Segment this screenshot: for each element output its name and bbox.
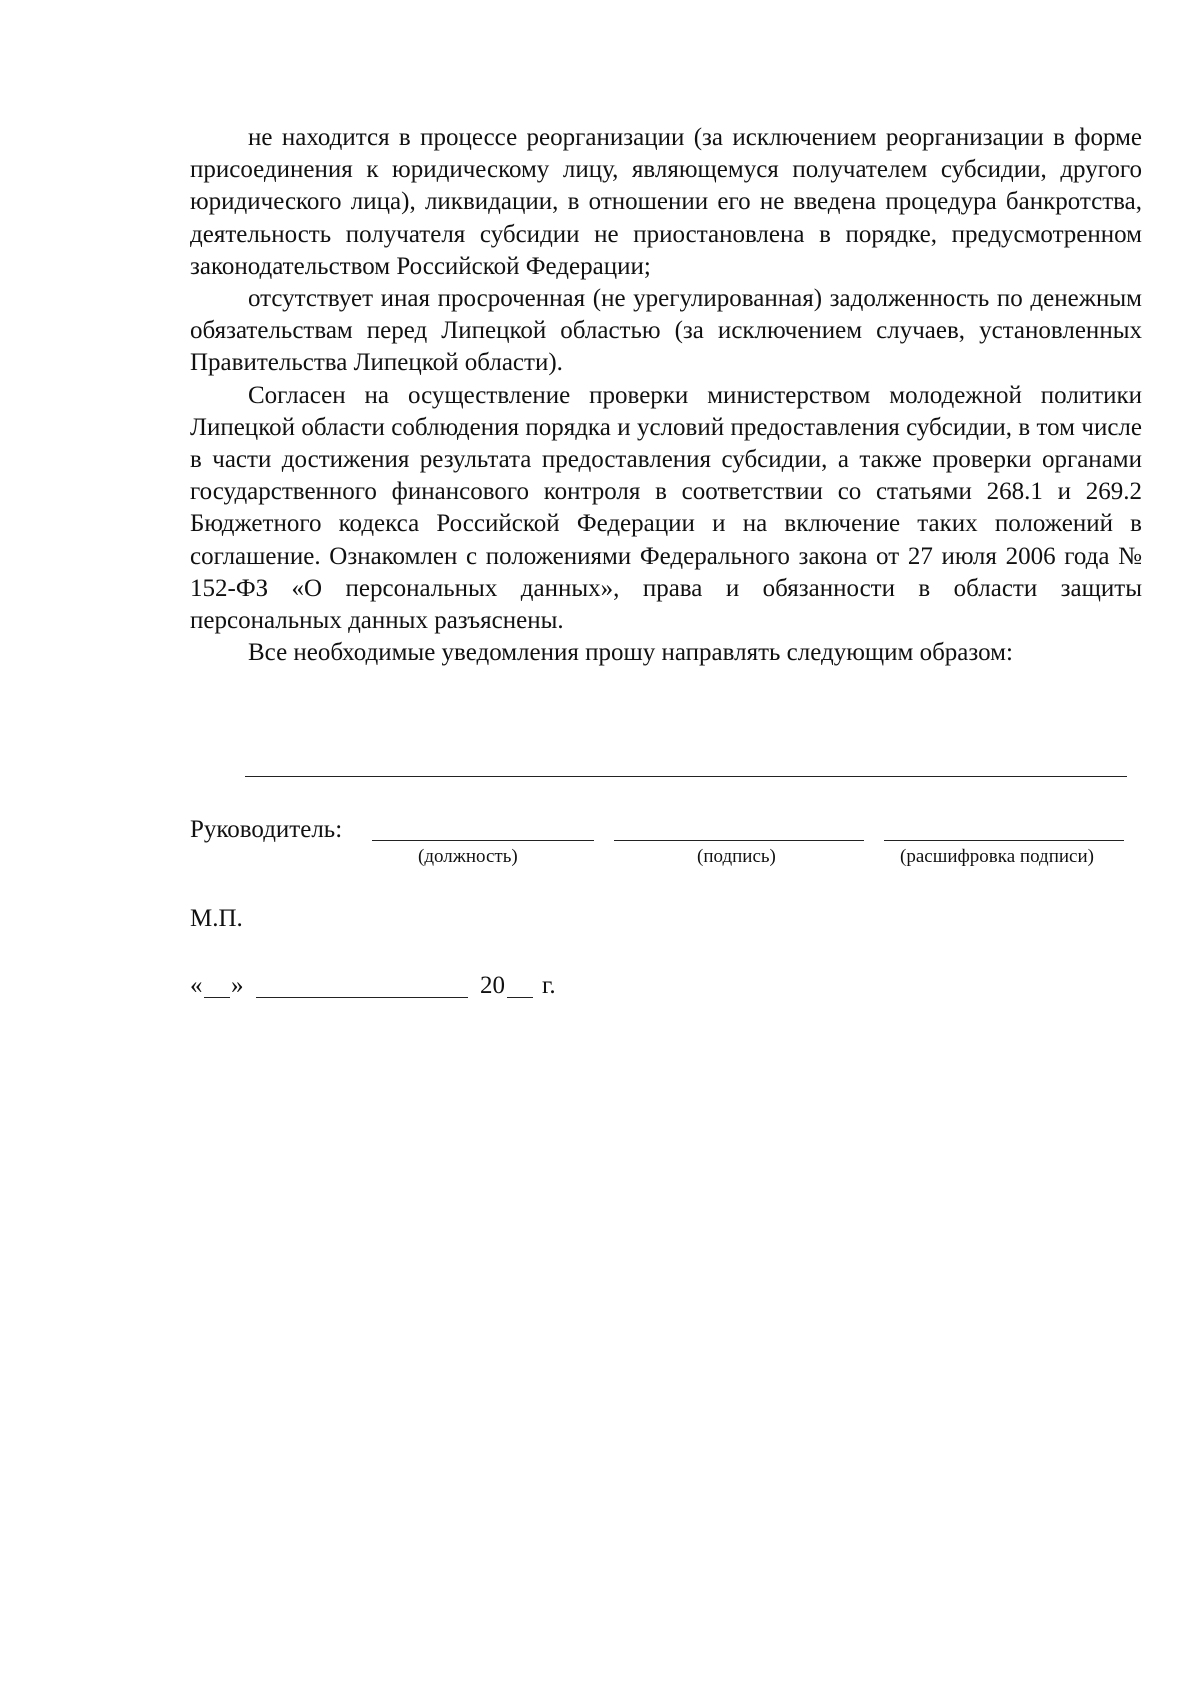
year-suffix: г. bbox=[542, 972, 556, 999]
date-close-quote: » bbox=[231, 972, 244, 999]
date-open-quote: « bbox=[190, 972, 203, 999]
paragraph-debt: отсутствует иная просроченная (не урегулированная) задолженность по денежным обязательствам перед Липецкой областью (за исключением случаев, установленных Правительства Липецкой области). bbox=[190, 285, 1142, 377]
stamp-place: М.П. bbox=[190, 905, 243, 932]
paragraph-notifications: Все необходимые уведомления прошу направлять следующим образом: bbox=[248, 639, 1013, 667]
head-label: Руководитель: bbox=[190, 816, 343, 843]
position-line bbox=[372, 840, 594, 841]
body-text bbox=[190, 122, 1142, 669]
year-prefix: 20 bbox=[480, 972, 505, 999]
notification-address-line bbox=[245, 776, 1127, 777]
signature-line bbox=[614, 840, 864, 841]
day-line bbox=[204, 997, 230, 998]
position-caption: (должность) bbox=[418, 846, 518, 867]
decoding-caption: (расшифровка подписи) bbox=[900, 846, 1094, 867]
paragraph-consent: Согласен на осуществление проверки министерством молодежной политики Липецкой области соблюдения порядка и условий предоставления субсидии, в том числе в части достижения результата предоставления субсидии, а также проверки органами государственного финансового контроля в соответствии со статьями 268.1 и 269.2 Бюджетного кодекса Российской Федерации и на включение таких положений в соглашение. Ознакомлен с положениями Федерального закона от 27 июля 2006 года № 152-ФЗ «О персональных данных», права и обязанности в области защиты персональных данных разъяснены. bbox=[190, 381, 1142, 635]
signature-caption: (подпись) bbox=[697, 846, 776, 867]
signature-decoding-line bbox=[884, 840, 1124, 841]
date-row bbox=[190, 970, 590, 1004]
month-line bbox=[256, 997, 468, 998]
paragraph-reorganization: не находится в процессе реорганизации (за исключением реорганизации в форме присоединения к юридическому лицу, являющемуся получателем субсидии, другого юридического лица), ликвидации, в отношении его не введена процедура банкротства, деятельность получателя субсидии не приостановлена в порядке, предусмотренном законодательством Российской Федерации; bbox=[190, 124, 1142, 280]
year-line bbox=[507, 997, 533, 998]
